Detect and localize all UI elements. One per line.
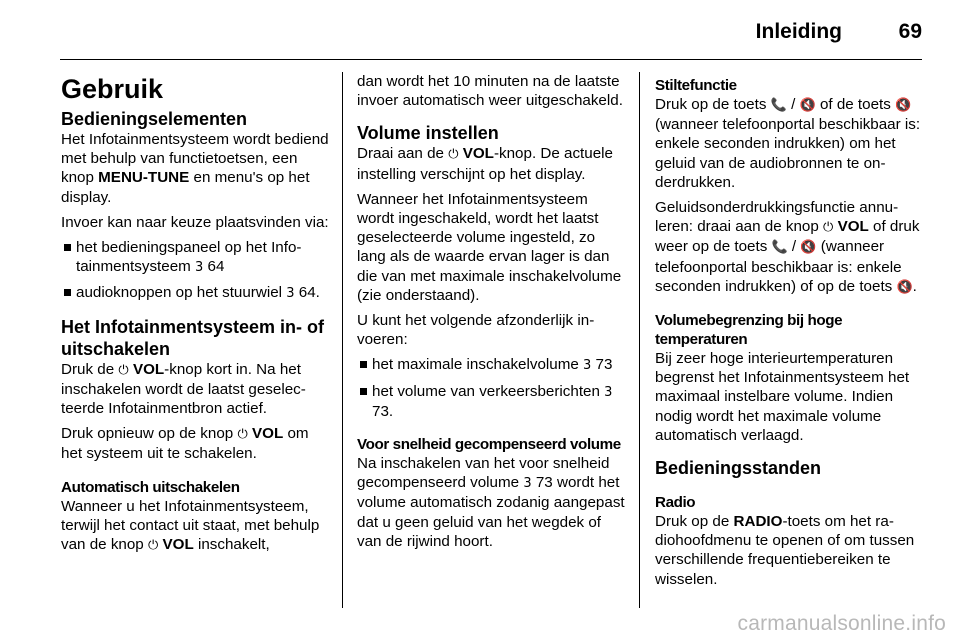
column-divider-2 xyxy=(639,72,640,608)
subheading-stiltefunctie: Stiltefunctie xyxy=(655,77,737,94)
paragraph: Invoer kan naar keuze plaatsvinden via: xyxy=(61,213,329,231)
header-rule xyxy=(60,59,922,60)
list-item: het maximale inschakelvolume 3 73 xyxy=(357,355,625,375)
subheading-volumebegrenzing: Volumebegrenzing bij hoge temperaturen xyxy=(655,312,843,349)
vol-label: VOL xyxy=(132,360,165,378)
menu-tune-label: MENU-TUNE xyxy=(98,169,190,187)
paragraph: Geluidsonderdrukkingsfunctie annuleren: draai aan de knop ⏻ VOL of druk weer op de toets 📞 / 🔇 (wanneer telefoonportal beschikbaar is: enkele seconden indrukken) of op de toets 🔇. xyxy=(655,199,920,295)
power-icon: ⏻ xyxy=(118,362,129,378)
page-header xyxy=(0,0,960,60)
paragraph: Druk op de toets 📞 / 🔇 of de toets 🔇 (wanneer telefoonportal beschikbaar is: enkele seconden indrukken) om het geluid van de audiobronnen te onderdrukken. xyxy=(655,96,921,191)
paragraph: Druk opnieuw op de knop ⏻ VOL om het systeem uit te schakelen. xyxy=(61,425,309,463)
paragraph: Na inschakelen van het voor snelheid gecompenseerd volume 3 73 wordt het volume automatisch zodanig aangepast dat u geen geluid van het wegdek of van de rijwind hoort. xyxy=(357,455,625,550)
subheading-automatisch-uitschakelen: Automatisch uitschakelen xyxy=(61,478,240,496)
paragraph: Het Infotainmentsysteem wordt bediend met behulp van functietoetsen, een knop MENU-TUNE en menu's op het display. xyxy=(61,131,329,206)
paragraph: Wanneer het Infotainmentsysteem wordt ingeschakeld, wordt het laatst geselecteerde volume ingesteld, zo lang als de waarde ervan lager is dan die van met maximale inschakelvolume (zie onderstaand). xyxy=(357,190,622,304)
watermark: carmanualsonline.info xyxy=(737,612,946,635)
page-ref-icon: 3 xyxy=(286,286,295,302)
paragraph: Draai aan de ⏻ VOL-knop. De actuele instelling verschijnt op het display. xyxy=(357,145,613,183)
vol-label: VOL xyxy=(162,536,194,554)
list-item: het volume van verkeersberichten 3 73. xyxy=(357,382,625,421)
vol-label: VOL xyxy=(462,145,494,163)
subheading-radio: Radio xyxy=(655,494,696,512)
chapter-title: Inleiding xyxy=(755,20,842,43)
phone-icon: 📞 xyxy=(771,240,788,256)
subheading-snelheid-gecompenseerd: Voor snelheid gecompenseerd volume xyxy=(357,436,621,454)
paragraph: U kunt het volgende afzonderlijk invoeren: xyxy=(357,312,595,349)
list-item: audioknoppen op het stuurwiel 3 64. xyxy=(61,283,329,303)
column-1 xyxy=(61,72,329,561)
power-icon: ⏻ xyxy=(823,220,834,236)
column-3 xyxy=(655,72,923,595)
paragraph: Wanneer u het Infotainmentsysteem, terwijl het contact uit staat, met behulp van de knop ⏻ VOL inschakelt, xyxy=(61,497,320,554)
mute-icon: 🔇 xyxy=(799,98,816,113)
power-icon: ⏻ xyxy=(448,147,459,163)
vol-label: VOL xyxy=(837,218,869,236)
page-ref-icon: 3 xyxy=(583,358,592,374)
vol-label: VOL xyxy=(252,425,284,443)
column-2 xyxy=(357,72,625,557)
page-ref-icon: 3 xyxy=(604,384,613,400)
paragraph: Bij zeer hoge interieurtemperaturen begrenst het Infotainmentsysteem het maximaal instelbare volume. Indien nodig wordt het maximale volume automatisch verlaagd. xyxy=(655,350,910,444)
paragraph: Druk de ⏻ VOL-knop kort in. Na het inschakelen wordt de laatst geselecteerde Infotainmentbron actief. xyxy=(61,360,306,418)
power-icon: ⏻ xyxy=(147,538,159,554)
section-heading-gebruik: Gebruik xyxy=(61,74,164,104)
page-ref-icon: 3 xyxy=(523,476,532,492)
subheading-in-uitschakelen: Het Infotainmentsysteem in- of uitschakelen xyxy=(61,316,325,359)
phone-icon: 📞 xyxy=(770,98,787,113)
list-item: het bedieningspaneel op het Infotainmentsysteem 3 64 xyxy=(61,238,329,277)
mute-icon: 🔇 xyxy=(800,240,817,256)
page-number: 69 xyxy=(898,20,922,43)
subheading-bedieningselementen: Bedieningselementen xyxy=(61,109,248,129)
column-divider-1 xyxy=(342,72,343,608)
power-icon: ⏻ xyxy=(237,427,248,443)
paragraph: dan wordt het 10 minuten na de laatste invoer automatisch weer uitgeschakeld. xyxy=(357,73,623,110)
radio-label: RADIO xyxy=(733,513,783,531)
mute-icon: 🔇 xyxy=(895,98,912,113)
paragraph: Druk op de RADIO-toets om het radiohoofdmenu te openen of om tussen verschillende frequentiebereiken te wisselen. xyxy=(655,513,915,588)
page-ref-icon: 3 xyxy=(195,260,204,276)
subheading-volume-instellen: Volume instellen xyxy=(357,123,499,144)
mute-icon: 🔇 xyxy=(896,279,913,295)
subheading-bedieningsstanden: Bedieningsstanden xyxy=(655,458,822,479)
